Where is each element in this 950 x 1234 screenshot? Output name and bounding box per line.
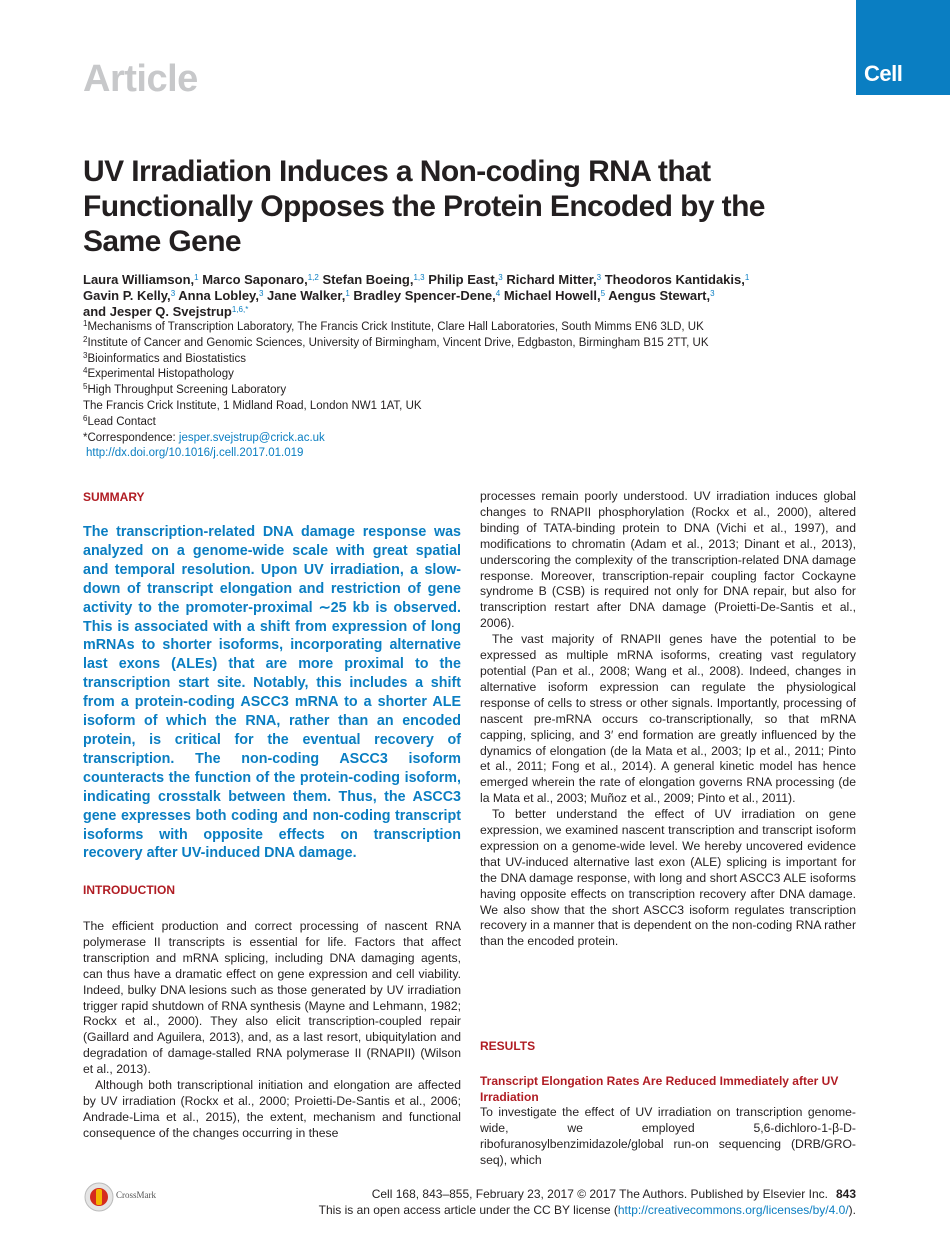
author-affiliation-marker: 3 <box>596 273 602 282</box>
affiliation-text: Lead Contact <box>87 415 156 428</box>
section-label: Article <box>83 58 198 100</box>
affiliation-item <box>83 399 883 415</box>
author-name: Philip East, <box>428 272 499 287</box>
page-number: 843 <box>835 1187 856 1201</box>
author-name: Aengus Stewart, <box>608 288 711 303</box>
author-affiliation-marker: 5 <box>600 289 606 298</box>
affiliation-text: Institute of Cancer and Genomic Sciences, University of Birmingham, Vincent Drive, Edgbaston, Birmingham B15 2TT, UK <box>87 336 709 349</box>
author-name: Laura Williamson, <box>83 272 195 287</box>
affiliation-text: The Francis Crick Institute, 1 Midland Road, London NW1 1AT, UK <box>83 399 422 412</box>
affiliation-item <box>83 367 883 383</box>
license-link[interactable]: http://creativecommons.org/licenses/by/4.0/ <box>617 1203 849 1217</box>
summary-heading: SUMMARY <box>83 490 145 504</box>
body-paragraph: To better understand the effect of UV irradiation on gene expression, we examined nascent transcription and transcript isoform expression on a genome-wide level. We hereby uncovered evidence that UV-induced alternative last exon (ALE) splicing is important for the DNA damage response, with long and short ASCC3 ALE isoforms having opposite effects on transcription recovery after DNA damage. We also show that the short ASCC3 isoform regulates transcription recovery in a manner that is dependent on the non-coding RNA rather than the encoded protein. <box>480 807 857 949</box>
author-affiliation-marker: 1 <box>345 289 350 298</box>
affiliation-marker: 4 <box>83 366 88 376</box>
author-affiliation-marker: 1,3 <box>413 273 425 282</box>
results-body <box>480 1105 856 1169</box>
correspondence-email-link[interactable]: jesper.svejstrup@crick.ac.uk <box>178 431 325 444</box>
author-affiliation-marker: 1 <box>744 273 750 282</box>
results-heading: RESULTS <box>480 1039 536 1053</box>
summary-text: The transcription-related DNA damage response was analyzed on a genome-wide scale with great spatial and temporal resolution. Upon UV irradiation, a slow-down of transcript elongation and restriction of gene activity to the promoter-proximal ∼25 kb is observed. This is associated with a shift from expression of long mRNAs to shorter isoforms, incorporating alternative last exons (ALEs) that are more proximal to the transcription start site. Notably, this includes a shift from a protein-coding ASCC3 mRNA to a shorter ALE isoform of which the RNA, rather than an encoded protein, is critical for the eventual recovery of transcription. The non-coding ASCC3 isoform counteracts the function of the protein-coding isoform, indicating crosstalk between them. Thus, the ASCC3 gene expresses both coding and non-coding transcript isoforms with opposite effects on transcription recovery after UV-induced DNA damage. <box>83 524 461 862</box>
author-affiliation-marker: 4 <box>495 289 501 298</box>
article-title: UV Irradiation Induces a Non-coding RNA that Functionally Opposes the Protein Encoded by the Same Gene <box>83 155 765 258</box>
affiliation-marker: 3 <box>83 350 88 360</box>
author-affiliation-marker: 3 <box>258 289 264 298</box>
author-affiliation-marker: 3 <box>710 289 715 298</box>
author-affiliation-marker: 1,2 <box>307 273 319 282</box>
author-affiliation-marker: 1,6,* <box>231 305 249 314</box>
author-name: Michael Howell, <box>503 288 601 303</box>
author-name: Bradley Spencer-Dene, <box>353 288 496 303</box>
intro-paragraph: Although both transcriptional initiation and elongation are affected by UV irradiation (Rockx et al., 2000; Proietti-De-Santis et al., 2006; Andrade-Lima et al., 2015), the extent, mechanism and functional consequence of the changes occurring in these <box>83 1078 461 1140</box>
page-footer <box>290 1186 856 1218</box>
journal-logo-text: Cell <box>864 61 903 86</box>
author-name: Theodoros Kantidakis, <box>604 272 745 287</box>
affiliation-text: Experimental Histopathology <box>87 368 234 381</box>
author-name: Stefan Boeing, <box>322 272 414 287</box>
author-name: Jane Walker, <box>267 288 346 303</box>
affiliations <box>83 320 883 462</box>
author-list <box>83 272 883 320</box>
affiliation-item <box>83 336 883 352</box>
author-affiliation-marker: 3 <box>170 289 176 298</box>
affiliation-item <box>83 415 883 431</box>
citation-text: Cell 168, 843–855, February 23, 2017 © 2017 The Authors. Published by Elsevier Inc. <box>371 1187 828 1201</box>
author-name: and Jesper Q. Svejstrup <box>83 304 232 319</box>
affiliation-marker: 6 <box>83 413 88 423</box>
body-paragraph: processes remain poorly understood. UV irradiation induces global changes to RNAPII phosphorylation (Rockx et al., 2000), altered binding of TATA-binding protein to DNA (Vichi et al., 1997), and modifications to chromatin (Adam et al., 2013; Dinant et al., 2013), underscoring the complexity of the transcription-related DNA damage response. Moreover, transcription-repair coupling factor Cockayne syndrome B (CSB) is required not only for DNA repair, but also for transcription restart after DNA damage (Proietti-De-Santis et al., 2006). <box>480 489 856 631</box>
correspondence: *Correspondence: jesper.svejstrup@crick.ac.uk <box>83 431 325 444</box>
crossmark-label: CrossMark <box>116 1190 156 1200</box>
author-name: Anna Lobley, <box>178 288 259 303</box>
results-paragraph: To investigate the effect of UV irradiation on transcription genome-wide, we employed 5,6-dichloro-1-β-D-ribofuranosylbenzimidazole/global run-on sequencing (DRB/GRO-seq), which <box>480 1105 856 1167</box>
introduction-heading: INTRODUCTION <box>83 883 175 897</box>
affiliation-text: Mechanisms of Transcription Laboratory, The Francis Crick Institute, Clare Hall Laboratories, South Mimms EN6 3LD, UK <box>87 321 704 333</box>
affiliation-item <box>83 383 883 399</box>
author-name: Richard Mitter, <box>506 272 597 287</box>
journal-logo[interactable] <box>856 0 950 95</box>
author-affiliation-marker: 3 <box>498 273 503 282</box>
affiliation-marker: 2 <box>83 334 88 344</box>
affiliation-item <box>83 320 883 336</box>
crossmark-icon[interactable] <box>84 1182 114 1212</box>
affiliation-marker: 1 <box>83 319 88 328</box>
author-affiliation-marker: 1 <box>194 273 199 282</box>
affiliation-text: High Throughput Screening Laboratory <box>87 384 287 397</box>
affiliation-text: Bioinformatics and Biostatistics <box>87 352 246 365</box>
affiliation-marker: 5 <box>83 382 88 392</box>
introduction-body <box>83 919 461 1142</box>
right-column-body <box>480 489 856 950</box>
results-subheading: Transcript Elongation Rates Are Reduced Immediately after UV Irradiation <box>480 1074 839 1104</box>
author-name: Gavin P. Kelly, <box>83 288 171 303</box>
doi-link[interactable]: http://dx.doi.org/10.1016/j.cell.2017.01.019 <box>86 447 304 460</box>
affiliation-item <box>83 352 883 368</box>
author-name: Marco Saponaro, <box>202 272 308 287</box>
intro-paragraph: The efficient production and correct processing of nascent RNA polymerase II transcripts is essential for life. Factors that affect transcription and mRNA splicing, including DNA damaging agents, can thus have a dramatic effect on gene expression and cell viability. Indeed, bulky DNA lesions such as those generated by UV irradiation trigger rapid shutdown of RNA synthesis (Mayne and Lehmann, 1982; Rockx et al., 2000). They also elicit transcription-coupled repair (Gaillard and Aguilera, 2013), and, as a last resort, ubiquitylation and degradation of damage-stalled RNA polymerase II (RNAPII) (Wilson et al., 2013). <box>83 919 461 1077</box>
body-paragraph: The vast majority of RNAPII genes have the potential to be expressed as multiple mRNA isoforms, creating vast regulatory potential (Pan et al., 2008; Wang et al., 2008). Indeed, changes in alternative isoform expression can regulate the physiological response of cells to stress or other signals. Importantly, processing of nascent pre-mRNA occurs co-transcriptionally, so that mRNA capping, splicing, and 3′ end formation are greatly influenced by the dynamics of elongation (de la Mata et al., 2003; Ip et al., 2011; Pinto et al., 2011; Fong et al., 2014). A general kinetic model has hence emerged wherein the rate of elongation governs RNA processing (de la Mata et al., 2003; Muñoz et al., 2009; Pinto et al., 2011). <box>480 632 856 806</box>
license-suffix: ). <box>848 1203 856 1217</box>
license-prefix: This is an open access article under the CC BY license ( <box>318 1203 618 1217</box>
